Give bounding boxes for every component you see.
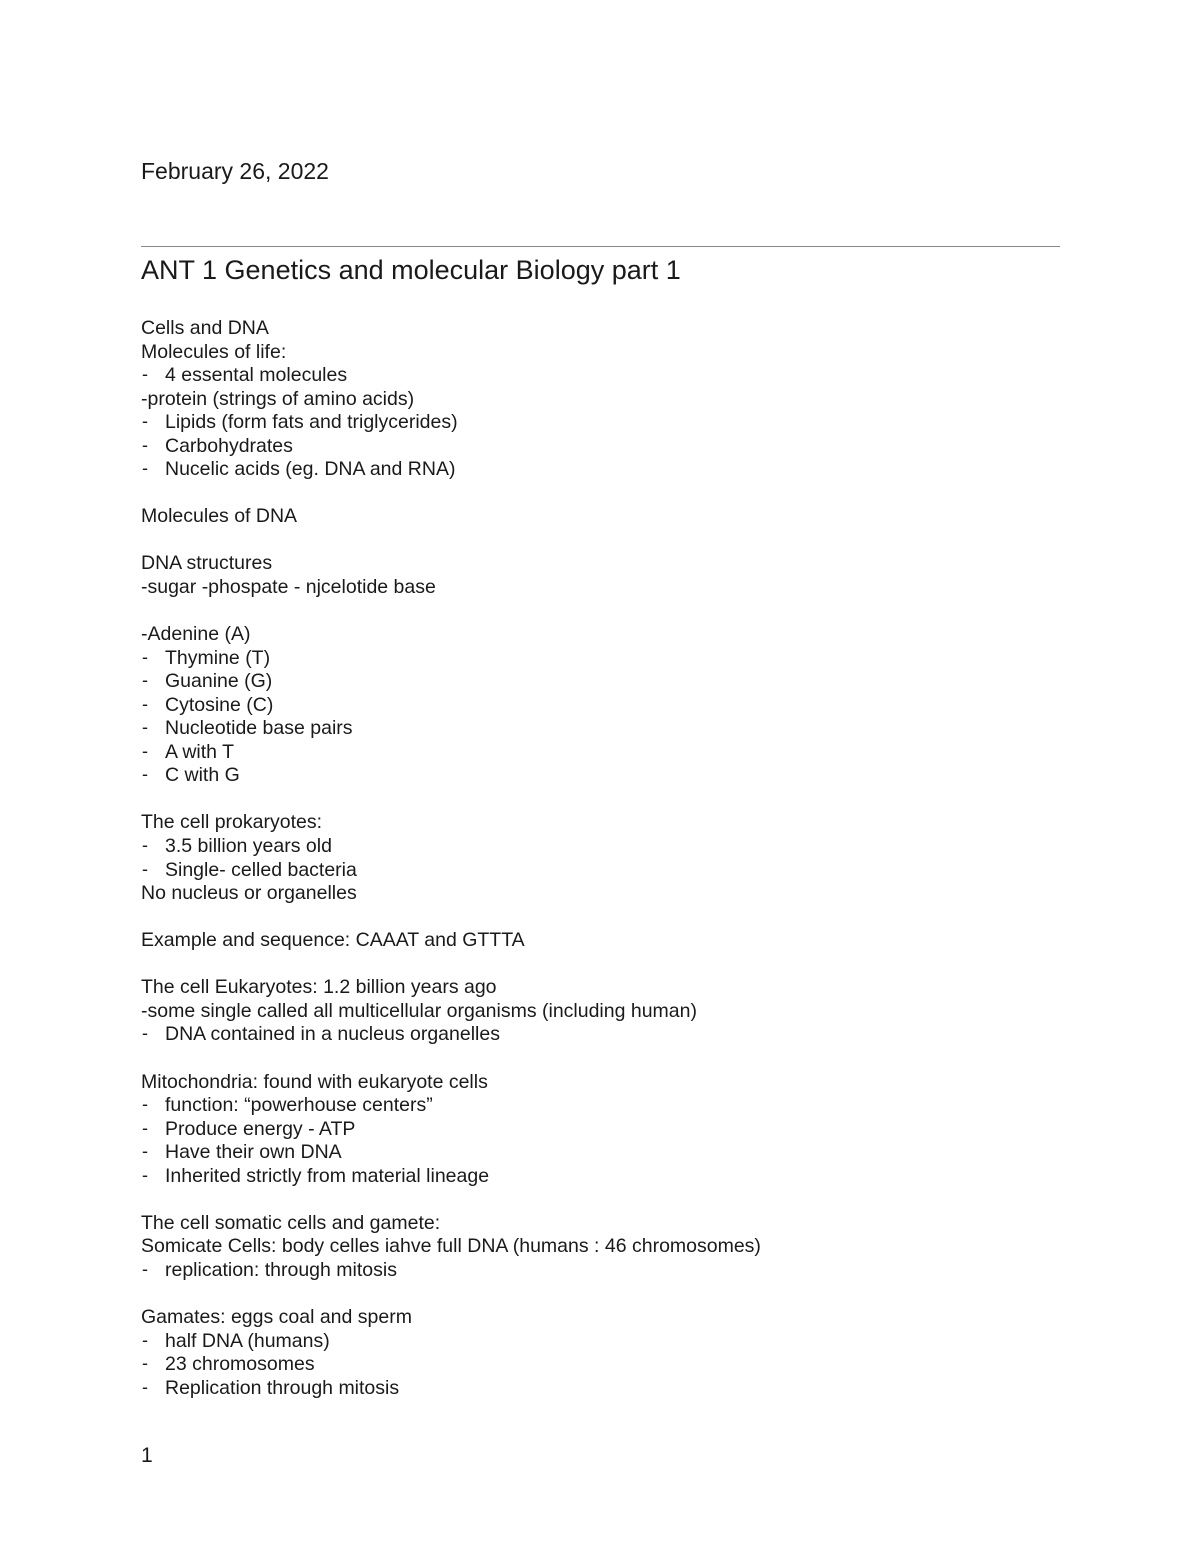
- bullet-item: - 4 essental molecules: [141, 364, 1081, 388]
- note-line: -Adenine (A): [141, 623, 251, 646]
- note-line: Molecules of DNA: [141, 505, 298, 528]
- bullet-item: - Have their own DNA: [141, 1141, 1081, 1165]
- bullet-item: - C with G: [141, 764, 1081, 788]
- bullet-item: - Cytosine (C): [141, 694, 1081, 718]
- blank-line: [141, 1047, 1081, 1071]
- blank-line: [141, 906, 1081, 930]
- bullet-item: - Carbohydrates: [141, 435, 1081, 459]
- bullet-item: - Single- celled bacteria: [141, 859, 1081, 883]
- bullet-item: - Replication through mitosis: [141, 1377, 1081, 1401]
- bullet-item: - Guanine (G): [141, 670, 1081, 694]
- note-body: [141, 317, 1081, 1400]
- blank-line: [141, 1282, 1081, 1306]
- bullet-item: - Produce energy - ATP: [141, 1118, 1081, 1142]
- note-line: DNA structures: [141, 552, 273, 575]
- note-line: Cells and DNA: [141, 317, 269, 339]
- blank-line: [141, 1188, 1081, 1212]
- note-line: The cell Eukaryotes: 1.2 billion years ago: [141, 976, 497, 999]
- blank-line: [141, 953, 1081, 977]
- note-line: Gamates: eggs coal and sperm: [141, 1305, 412, 1328]
- note-line: -sugar -phospate - njcelotide base: [141, 576, 436, 599]
- note-line: No nucleus or organelles: [141, 882, 357, 905]
- blank-line: [141, 529, 1081, 553]
- note-line: The cell somatic cells and gamete:: [141, 1211, 441, 1234]
- bullet-item: - replication: through mitosis: [141, 1259, 1081, 1283]
- note-line: Somicate Cells: body celles iahve full DNA (humans : 46 chromosomes): [141, 1235, 761, 1258]
- page-number: 1: [141, 1444, 153, 1467]
- bullet-item: - Nucelic acids (eg. DNA and RNA): [141, 458, 1081, 482]
- title-divider: [141, 246, 1060, 247]
- bullet-item: - function: “powerhouse centers”: [141, 1094, 1081, 1118]
- note-line: Molecules of life:: [141, 340, 287, 363]
- blank-line: [141, 482, 1081, 506]
- bullet-item: - A with T: [141, 741, 1081, 765]
- bullet-item: - half DNA (humans): [141, 1330, 1081, 1354]
- note-line: Mitochondria: found with eukaryote cells: [141, 1070, 488, 1093]
- note-line: The cell prokaryotes:: [141, 811, 322, 834]
- blank-line: [141, 600, 1081, 624]
- bullet-item: - 23 chromosomes: [141, 1353, 1081, 1377]
- bullet-item: - Nucleotide base pairs: [141, 717, 1081, 741]
- bullet-item: - 3.5 billion years old: [141, 835, 1081, 859]
- note-line: Example and sequence: CAAAT and GTTTA: [141, 929, 525, 952]
- blank-line: [141, 788, 1081, 812]
- bullet-item: - Lipids (form fats and triglycerides): [141, 411, 1081, 435]
- bullet-item: - Inherited strictly from material lineage: [141, 1165, 1081, 1189]
- note-line: -some single called all multicellular organisms (including human): [141, 999, 697, 1022]
- bullet-item: - DNA contained in a nucleus organelles: [141, 1023, 1081, 1047]
- document-title: ANT 1 Genetics and molecular Biology part 1: [141, 255, 681, 285]
- document-date: February 26, 2022: [141, 158, 329, 184]
- bullet-item: - Thymine (T): [141, 647, 1081, 671]
- note-line: -protein (strings of amino acids): [141, 387, 415, 410]
